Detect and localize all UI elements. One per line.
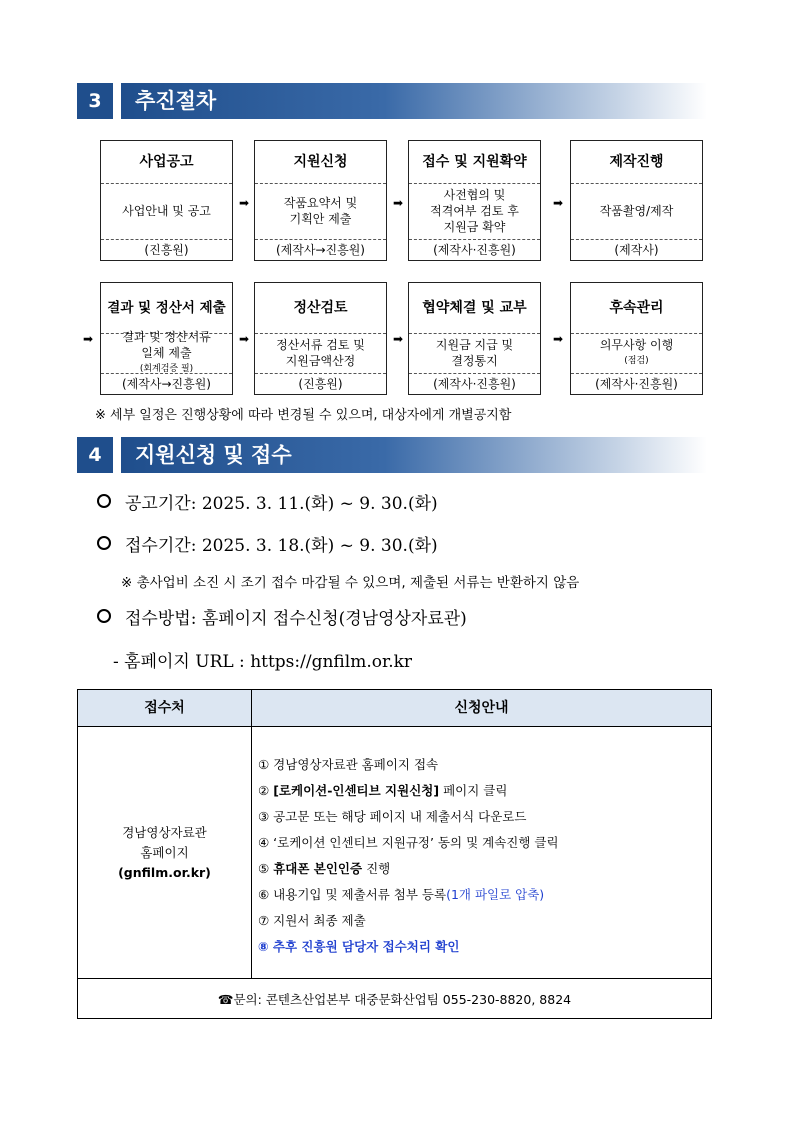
process-body-line: 결과 및 정산서류 xyxy=(122,330,211,344)
step-list xyxy=(258,752,559,960)
process-body xyxy=(409,333,540,374)
step-highlight: (1개 파일로 압축) xyxy=(446,887,545,902)
process-body-line: 적격여부 검토 후 xyxy=(430,204,519,218)
process-title: 제작진행 xyxy=(571,141,702,184)
process-title: 후속관리 xyxy=(571,283,702,334)
step-4: ④ ‘로케이션 인센티브 지원규정’ 동의 및 계속진행 클릭 xyxy=(258,835,559,850)
receive-period-text: 접수기간: 2025. 3. 18.(화) ~ 9. 30.(화) xyxy=(125,536,438,556)
step-1: ① 경남영상자료관 홈페이지 접속 xyxy=(258,757,439,772)
announce-period xyxy=(97,489,438,514)
receive-period xyxy=(97,531,438,556)
contact-footer: ☎문의: 콘텐츠산업본부 대중문화산업팀 055-230-8820, 8824 xyxy=(217,991,572,1007)
process-body xyxy=(255,183,386,240)
budget-note: ※ 총사업비 소진 시 조기 접수 마감될 수 있으며, 제출된 서류는 반환하지 않음 xyxy=(121,575,580,591)
right-arrow-icon: ➡ xyxy=(239,196,250,210)
process-body-text: 의무사항 이행 xyxy=(599,338,674,352)
circle-bullet-icon xyxy=(97,609,111,623)
section-number: 3 xyxy=(77,83,113,119)
section-number: 4 xyxy=(77,437,113,473)
process-title: 협약체결 및 교부 xyxy=(409,283,540,334)
step-3: ③ 공고문 또는 해당 페이지 내 제출서식 다운로드 xyxy=(258,809,527,824)
process-body xyxy=(571,333,702,374)
process-box-agreement xyxy=(408,282,541,395)
step-text: 진행 xyxy=(366,861,391,876)
circle-bullet-icon xyxy=(97,536,111,550)
process-owner: (진흥원) xyxy=(144,243,189,257)
process-box-settlement-review xyxy=(254,282,387,395)
receive-method-text: 접수방법: 홈페이지 접수신청(경남영상자료관) xyxy=(125,609,467,629)
circle-bullet-icon xyxy=(97,494,111,508)
schedule-note: ※ 세부 일정은 진행상황에 따라 변경될 수 있으며, 대상자에게 개별공지함 xyxy=(95,408,512,423)
step-7: ⑦ 지원서 최종 제출 xyxy=(258,913,366,928)
process-body xyxy=(255,333,386,374)
process-body xyxy=(101,330,232,374)
process-body-line: 지원금액산정 xyxy=(285,354,356,368)
process-body-small: (회계검증 필) xyxy=(139,364,194,374)
right-arrow-icon: ➡ xyxy=(553,332,564,346)
process-box-receipt xyxy=(408,140,541,261)
right-arrow-icon: ➡ xyxy=(393,332,404,346)
receive-method xyxy=(97,604,467,629)
process-body xyxy=(571,183,702,240)
application-table xyxy=(77,689,712,1019)
section-3-header xyxy=(77,83,707,119)
process-box-application xyxy=(254,140,387,261)
step-number: ⑤ xyxy=(258,861,270,876)
process-body-line: 결정통지 xyxy=(451,354,498,368)
header-guide: 신청안내 xyxy=(252,690,711,727)
process-body-line: 사업안내 및 공고 xyxy=(122,204,211,218)
process-owner: (제작사·진흥원) xyxy=(595,377,678,391)
process-body-line: 지원금 지급 및 xyxy=(435,338,514,352)
process-box-settlement-submit xyxy=(100,282,233,395)
step-emphasis: [로케이션-인센티브 지원신청] xyxy=(273,783,440,798)
step-number: ② xyxy=(258,783,270,798)
process-owner: (제작사·진흥원) xyxy=(433,243,516,257)
process-body-line: 작품촬영/제작 xyxy=(599,204,674,218)
process-body-line: 작품요약서 및 xyxy=(283,196,358,210)
homepage-url: - 홈페이지 URL : https://gnfilm.or.kr xyxy=(113,652,413,672)
step-8: ⑧ 추후 진흥원 담당자 접수처리 확인 xyxy=(258,939,460,954)
place-url: (gnfilm.or.kr) xyxy=(118,864,211,880)
right-arrow-icon: ➡ xyxy=(83,332,94,346)
process-body xyxy=(409,183,540,240)
process-title: 지원신청 xyxy=(255,141,386,184)
process-title: 사업공고 xyxy=(101,141,232,184)
column-divider xyxy=(251,690,252,979)
process-body-line: 사전협의 및 xyxy=(443,188,506,202)
process-body-line xyxy=(600,337,673,369)
process-owner: (제작사→진흥원) xyxy=(276,243,365,257)
header-place: 접수처 xyxy=(78,690,251,727)
process-title: 결과 및 정산서 제출 xyxy=(101,283,232,334)
process-box-production xyxy=(570,140,703,261)
process-title: 접수 및 지원확약 xyxy=(409,141,540,184)
process-owner: (제작사→진흥원) xyxy=(122,377,211,391)
process-box-announcement xyxy=(100,140,233,261)
step-2 xyxy=(258,778,559,804)
process-body-small: (점검) xyxy=(624,356,649,366)
right-arrow-icon: ➡ xyxy=(239,332,250,346)
place-cell xyxy=(78,727,251,978)
process-owner: (제작사) xyxy=(614,243,659,257)
process-body-line: 기획안 제출 xyxy=(289,212,352,226)
step-text: 페이지 클릭 xyxy=(443,783,508,798)
right-arrow-icon: ➡ xyxy=(553,196,564,210)
section-4-header xyxy=(77,437,707,473)
process-owner: (진흥원) xyxy=(298,377,343,391)
section-title: 추진절차 xyxy=(135,89,217,113)
right-arrow-icon: ➡ xyxy=(393,196,404,210)
step-5 xyxy=(258,856,559,882)
process-body-text: 일체 제출 xyxy=(141,346,192,360)
process-box-follow-up xyxy=(570,282,703,395)
process-body-line: 지원금 확약 xyxy=(443,220,506,234)
place-type: 홈페이지 xyxy=(140,844,189,860)
process-owner: (제작사·진흥원) xyxy=(433,377,516,391)
process-body xyxy=(101,183,232,240)
process-body-line: 정산서류 검토 및 xyxy=(276,338,365,352)
step-text: ⑥ 내용기입 및 제출서류 첨부 등록 xyxy=(258,887,447,902)
step-6 xyxy=(258,882,559,908)
announce-period-text: 공고기간: 2025. 3. 11.(화) ~ 9. 30.(화) xyxy=(125,494,438,514)
process-title: 정산검토 xyxy=(255,283,386,334)
section-title: 지원신청 및 접수 xyxy=(135,443,292,467)
place-name: 경남영상자료관 xyxy=(122,824,207,840)
step-emphasis: 휴대폰 본인인증 xyxy=(273,861,363,876)
